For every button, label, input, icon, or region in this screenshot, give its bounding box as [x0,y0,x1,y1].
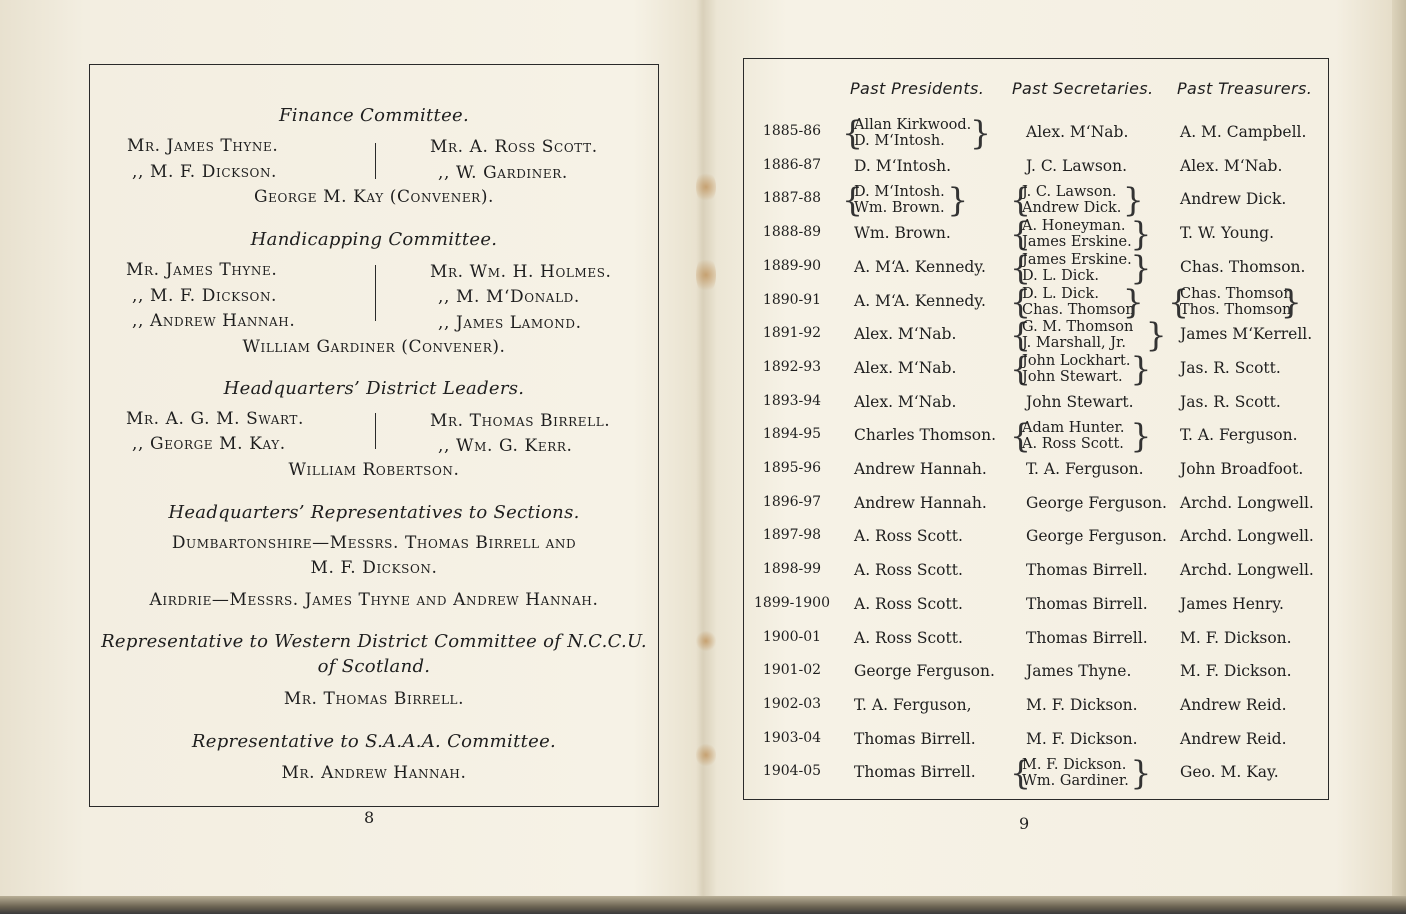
treasurer-cell: T. A. Ferguson. [1180,426,1298,445]
president-cell [854,117,971,149]
secretary-name: A. Ross Scott. [1022,436,1124,453]
page-edge [1392,0,1406,914]
brace-close: } [1145,315,1167,355]
table-row [744,281,1328,321]
treasurer-cell: Archd. Longwell. [1180,493,1314,512]
brace-close: } [947,180,969,220]
secretary-name: John Lockhart. [1022,352,1131,369]
stain [696,630,716,652]
treasurer-name: Thos. Thomson [1180,301,1292,318]
year-cell: 1903-04 [762,729,822,746]
brace-close: } [1122,281,1144,321]
secretary-cell [1022,757,1129,789]
president-cell: Alex. M‘Nab. [854,358,957,377]
secretary-cell: M. F. Dickson. [1026,729,1138,748]
table-row [744,753,1328,793]
secretary-cell [1022,286,1135,318]
secretary-name: Andrew Dick. [1022,200,1122,217]
table-row [744,623,1328,657]
president-cell: D. M‘Intosh. [854,156,952,175]
treasurer-cell: James Henry. [1180,594,1284,613]
table-row [744,724,1328,758]
table-row [744,454,1328,488]
right-page-frame [743,58,1329,800]
leaders-member: Mr. Thomas Birrell. [430,411,611,431]
bottom-shadow [0,896,1406,914]
handicapping-member: ,, James Lamond. [438,313,582,333]
president-cell: A. M‘A. Kennedy. [854,257,986,276]
brace-open: { [1010,180,1031,220]
president-cell: Thomas Birrell. [854,763,976,782]
brace-close: } [1130,214,1152,254]
year-cell: 1885-86 [762,123,822,139]
year-cell: 1901-02 [762,662,822,679]
secretary-name: M. F. Dickson. [1022,757,1127,774]
handicapping-heading: Handicapping Committee. [250,229,498,250]
secretary-cell: Thomas Birrell. [1026,594,1148,613]
table-row [744,690,1328,724]
president-cell: A. Ross Scott. [854,527,963,546]
secretary-cell: George Ferguson. [1026,527,1167,546]
representatives-line: M. F. Dickson. [310,558,438,578]
leaders-member: ,, George M. Kay. [132,434,286,454]
secretary-name: John Stewart. [1022,368,1123,385]
president-cell [854,184,945,216]
treasurer-cell: T. W. Young. [1180,224,1275,243]
page-number: 8 [364,808,375,827]
handicapping-member: ,, M. F. Dickson. [132,286,278,306]
saaa-representative: Mr. Andrew Hannah. [281,763,467,783]
brace-open: { [1010,247,1031,287]
president-cell: A. M‘A. Kennedy. [854,291,986,310]
secretary-name: James Erskine. [1022,251,1132,268]
year-cell: 1899-1900 [754,594,830,611]
table-row [744,315,1328,355]
table-row [744,488,1328,522]
secretary-name: James Erskine. [1022,234,1132,251]
treasurer-cell: Archd. Longwell. [1180,561,1314,580]
brace-open: { [842,180,863,220]
finance-member: Mr. A. Ross Scott. [430,137,598,157]
brace-open: { [1010,281,1031,321]
year-cell: 1892-93 [762,358,822,375]
header-treasurers: Past Treasurers. [1177,79,1313,98]
column-divider [375,143,376,179]
secretary-cell: T. A. Ferguson. [1026,460,1144,478]
treasurer-cell: Alex. M‘Nab. [1180,156,1283,175]
left-page-content [90,65,658,806]
year-cell: 1890-91 [762,291,822,308]
table-row [744,180,1328,220]
treasurer-name: Chas. Thomson [1180,285,1293,302]
secretary-name: J. Marshall, Jr. [1022,335,1127,352]
year-cell: 1889-90 [762,257,822,274]
secretary-name: D. L. Dick. [1022,285,1099,302]
president-cell: A. Ross Scott. [854,561,963,580]
page-number: 9 [1019,814,1030,833]
president-name: Allan Kirkwood. [854,117,972,133]
brace-open: { [1010,214,1031,254]
secretary-cell: Thomas Birrell. [1026,561,1148,580]
treasurer-cell: M. F. Dickson. [1180,662,1292,681]
president-cell: A. Ross Scott. [854,628,963,647]
secretary-cell [1022,420,1124,452]
header-presidents: Past Presidents. [850,79,985,98]
handicapping-member: Mr. James Thyne. [126,260,278,280]
secretary-name: A. Honeyman. [1022,218,1126,235]
secretary-cell: George Ferguson. [1026,493,1167,512]
secretary-name: G. M. Thomson [1022,319,1134,336]
representatives-line: Airdrie—Messrs. James Thyne and Andrew Hannah. [149,590,599,610]
header-secretaries: Past Secretaries. [1012,79,1154,98]
brace-close: } [1130,348,1152,388]
president-cell: Wm. Brown. [854,224,951,243]
handicapping-member: Mr. Wm. H. Holmes. [430,262,612,282]
leaders-extra: William Robertson. [288,460,460,480]
leaders-heading: Headquarters’ District Leaders. [223,378,525,399]
president-cell: T. A. Ferguson, [854,695,972,714]
year-cell: 1888-89 [762,224,822,241]
finance-convener: George M. Kay (Convener). [253,187,495,207]
president-name: D. M‘Intosh. [854,184,945,201]
secretary-name: Adam Hunter. [1022,420,1125,437]
table-row [744,416,1328,456]
secretary-cell: J. C. Lawson. [1026,156,1128,175]
secretary-cell [1022,218,1132,250]
treasurer-cell: James M‘Kerrell. [1180,325,1313,344]
year-cell: 1894-95 [762,426,822,443]
year-cell: 1900-01 [762,628,822,645]
brace-close: } [1130,753,1152,793]
western-representative: Mr. Thomas Birrell. [283,689,465,709]
brace-open: { [1010,753,1031,793]
president-cell: Alex. M‘Nab. [854,392,957,411]
treasurer-cell: Geo. M. Kay. [1180,763,1279,782]
western-heading: Representative to Western District Committee of N.C.C.U. [101,631,647,652]
secretary-cell: Alex. M‘Nab. [1026,123,1129,141]
representatives-heading: Headquarters’ Representatives to Sections. [168,502,580,523]
table-row [744,521,1328,555]
table-row [744,113,1328,152]
president-cell: George Ferguson. [854,662,995,681]
representatives-line: Dumbartonshire—Messrs. Thomas Birrell and [171,533,577,553]
left-page-frame [89,64,659,807]
president-name: Wm. Brown. [854,200,945,217]
secretary-cell [1022,184,1121,216]
treasurer-cell: Andrew Reid. [1180,729,1287,748]
secretary-cell [1022,252,1132,284]
secretary-name: Wm. Gardiner. [1022,773,1129,790]
table-row [744,247,1328,287]
table-row [744,214,1328,254]
finance-heading: Finance Committee. [278,105,469,126]
year-cell: 1886-87 [762,156,822,173]
table-row [744,555,1328,589]
secretary-name: Chas. Thomson [1022,301,1135,318]
table-row [744,656,1328,690]
treasurer-cell: Archd. Longwell. [1180,527,1314,546]
secretary-cell: John Stewart. [1026,392,1134,411]
saaa-heading: Representative to S.A.A.A. Committee. [191,731,557,752]
brace-open: { [1010,348,1031,388]
secretary-cell: James Thyne. [1026,662,1132,681]
president-cell: A. Ross Scott. [854,594,963,613]
year-cell: 1904-05 [762,763,822,780]
secretary-name: J. C. Lawson. [1022,184,1117,201]
secretary-name: D. L. Dick. [1022,267,1099,284]
year-cell: 1887-88 [762,190,822,207]
handicapping-member: ,, M. M‘Donald. [438,287,580,307]
secretary-cell [1022,319,1133,351]
stain [696,255,716,295]
leaders-member: ,, Wm. G. Kerr. [438,436,573,456]
year-cell: 1898-99 [762,561,822,578]
brace-open: { [842,113,863,152]
treasurer-cell: Andrew Reid. [1180,695,1287,714]
finance-member: ,, W. Gardiner. [438,163,568,183]
brace-close: } [1130,416,1152,456]
treasurer-cell: Jas. R. Scott. [1180,358,1281,377]
finance-member: Mr. James Thyne. [127,136,279,156]
treasurer-cell: John Broadfoot. [1180,460,1304,478]
president-cell: Charles Thomson. [854,426,997,445]
brace-open: { [1010,416,1031,456]
brace-close: } [1122,180,1144,220]
president-cell: Thomas Birrell. [854,729,976,748]
column-divider [375,413,376,449]
table-row [744,387,1328,421]
brace-close: } [1280,281,1302,321]
president-name: D. M‘Intosh. [854,133,945,149]
president-cell: Andrew Hannah. [854,460,987,478]
table-row [744,348,1328,388]
secretary-cell: Thomas Birrell. [1026,628,1148,647]
brace-open: { [1168,281,1189,321]
treasurer-cell: Andrew Dick. [1180,190,1287,209]
leaders-member: Mr. A. G. M. Swart. [126,409,305,429]
table-row [744,151,1328,185]
year-cell: 1893-94 [762,392,822,409]
secretary-cell: M. F. Dickson. [1026,695,1138,714]
stain [696,742,716,768]
treasurer-cell: A. M. Campbell. [1180,123,1307,141]
column-divider [375,265,376,321]
finance-member: ,, M. F. Dickson. [132,162,278,182]
treasurer-cell [1180,286,1293,318]
stain [696,170,716,204]
treasurer-cell: M. F. Dickson. [1180,628,1292,647]
secretary-cell [1022,353,1130,385]
table-row [744,589,1328,623]
president-cell: Andrew Hannah. [854,493,987,512]
year-cell: 1902-03 [762,695,822,712]
treasurer-cell: Jas. R. Scott. [1180,392,1281,411]
treasurer-cell: Chas. Thomson. [1180,257,1306,276]
western-heading: of Scotland. [317,656,431,677]
handicapping-convener: William Gardiner (Convener). [242,337,506,357]
brace-open: { [1010,315,1031,355]
handicapping-member: ,, Andrew Hannah. [132,311,296,331]
year-cell: 1896-97 [762,493,822,510]
brace-close: } [970,113,991,152]
year-cell: 1891-92 [762,325,822,342]
year-cell: 1895-96 [762,460,822,476]
president-cell: Alex. M‘Nab. [854,325,957,344]
brace-close: } [1130,247,1152,287]
year-cell: 1897-98 [762,527,822,544]
